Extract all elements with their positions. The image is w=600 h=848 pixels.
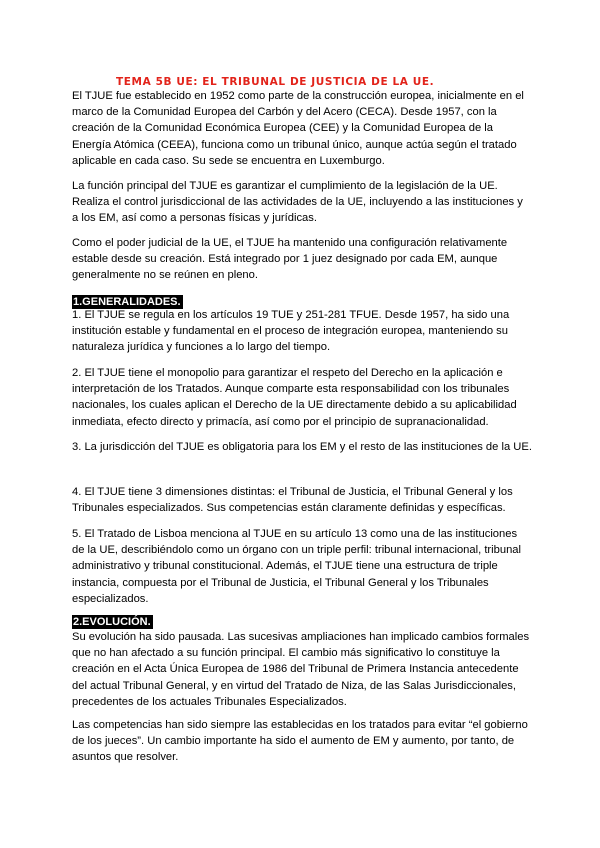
intro-paragraph-3: Como el poder judicial de la UE, el TJUE ha mantenido una configuración relativamente estable desde su creación. Está integrado por 1 juez designado por cada EM, aunque generalmente no se reúnen en pleno. [72, 237, 508, 282]
section-heading-generalidades: 1.GENERALIDADES. [73, 296, 181, 308]
section1-paragraph-5: 5. El Tratado de Lisboa menciona al TJUE en su artículo 13 como una de las instituciones de la UE, describiéndolo como un órgano con un triple perfil: tribunal internacional, tribunal administrativo y tribunal constitucional. Además, el TJUE tiene una estructura de triple instancia, compuesta por el Tribunal de Justicia, el Tribunal General y los Tribunales especializados. [72, 528, 522, 605]
section1-paragraph-2: 2. El TJUE tiene el monopolio para garantizar el respeto del Derecho en la aplicación e interpretación de los Tratados. Aunque comparte esta responsabilidad con los tribunales nacionales, los cuales aplican el Derecho de la UE directamente debido a su aplicabilidad inmediata, efecto directo y primacía, así como por el principio de supranacionalidad. [72, 367, 517, 428]
section1-paragraph-1: 1. El TJUE se regula en los artículos 19 TUE y 251-281 TFUE. Desde 1957, ha sido una institución estable y fundamental en el proceso de integración europea, manteniendo su naturaleza jurídica y funciones a lo largo del tiempo. [72, 309, 510, 354]
section1-paragraph-4: 4. El TJUE tiene 3 dimensiones distintas: el Tribunal de Justicia, el Tribunal General y los Tribunales especializados. Sus competencias están claramente definidas y específicas. [72, 486, 513, 515]
document-title: TEMA 5B UE: EL TRIBUNAL DE JUSTICIA DE LA UE. [116, 76, 435, 88]
intro-paragraph-2: La función principal del TJUE es garantizar el cumplimiento de la legislación de la UE. Realiza el control jurisdiccional de las actividades de la UE, incluyendo a las instituciones y a los EM, así como a personas físicas y jurídicas. [72, 180, 523, 225]
section2-paragraph-1: Su evolución ha sido pausada. Las sucesivas ampliaciones han implicado cambios formales que no han afectado a su función principal. El cambio más significativo lo constituye la creación en el Acta Única Europea de 1986 del Tribunal de Primera Instancia antecedente del actual Tribunal General, y en virtud del Tratado de Niza, de las Salas Jurisdiccionales, precedentes de los actuales Tribunales Especializados. [72, 631, 530, 708]
section2-paragraph-2: Las competencias han sido siempre las establecidas en los tratados para evitar “el gobierno de los jueces”. Un cambio importante ha sido el aumento de EM y aumento, por tanto, de asuntos que resolver. [72, 719, 528, 764]
section1-paragraph-3: 3. La jurisdicción del TJUE es obligatoria para los EM y el resto de las instituciones de la UE. [72, 441, 532, 453]
intro-paragraph-1: El TJUE fue establecido en 1952 como parte de la construcción europea, inicialmente en el marco de la Comunidad Europea del Carbón y del Acero (CECA). Desde 1957, con la creación de la Comunidad Económica Europea (CEE) y la Comunidad Europea de la Energía Atómica (CEEA), funciona como un tribunal único, aunque actúa según el tratado aplicable en cada caso. Su sede se encuentra en Luxemburgo. [72, 90, 524, 167]
section-heading-evolucion: 2.EVOLUCIÓN. [73, 616, 151, 628]
